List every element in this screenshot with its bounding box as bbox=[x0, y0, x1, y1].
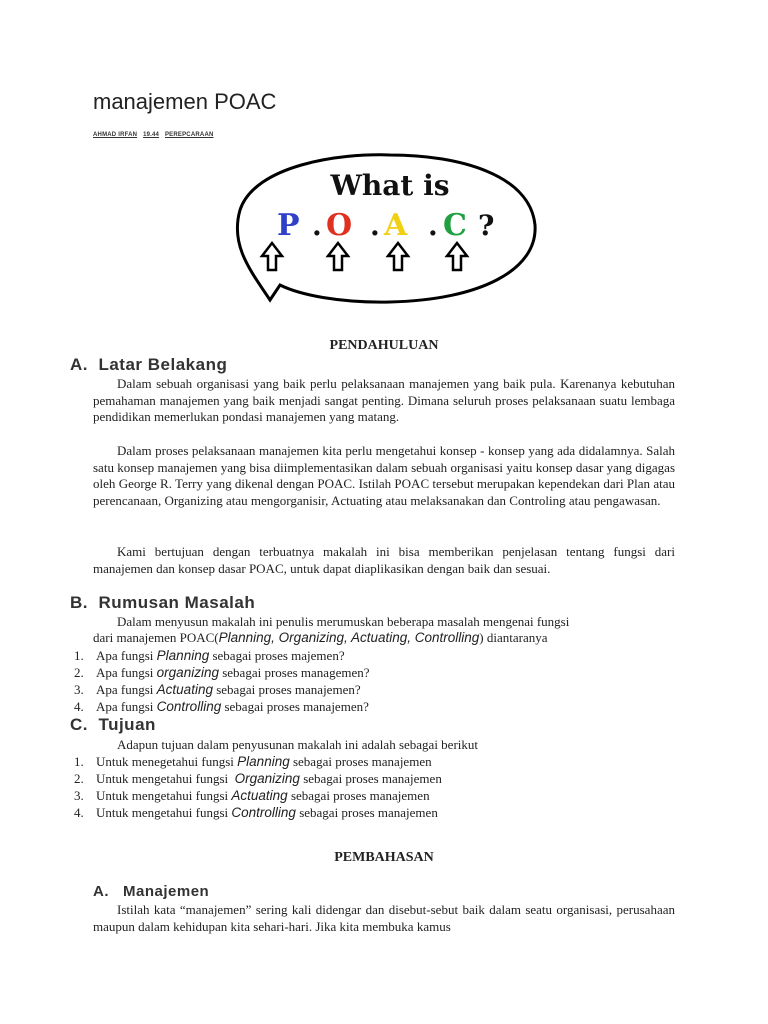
subsection-label: C. bbox=[70, 715, 88, 734]
list-item bbox=[74, 681, 370, 698]
text: sebagai proses managemen? bbox=[218, 665, 370, 680]
subsection-title: Latar Belakang bbox=[98, 355, 228, 374]
subsection-c-heading bbox=[70, 715, 156, 735]
text: Apa fungsi bbox=[96, 648, 157, 663]
list-item bbox=[74, 647, 370, 664]
term: Planning bbox=[156, 648, 210, 663]
rumusan-list bbox=[74, 647, 370, 715]
list-number: 2. bbox=[74, 771, 84, 786]
list-number: 1. bbox=[74, 648, 84, 663]
paragraph: Kami bertujuan dengan terbuatnya makalah ini bisa memberikan penjelasan tentang fungsi dari manajemen dan konsep dasar POAC, untuk dapat diaplikasikan dengan baik dan sesuai. bbox=[93, 544, 675, 576]
what-is-poac-illustration bbox=[230, 150, 540, 310]
subsection-manajemen-heading bbox=[93, 883, 209, 900]
paragraph-line bbox=[93, 630, 548, 646]
list-number: 1. bbox=[74, 754, 84, 769]
term: Planning bbox=[237, 754, 290, 769]
list-number: 2. bbox=[74, 665, 84, 680]
page-title: manajemen POAC bbox=[93, 89, 277, 114]
list-number: 4. bbox=[74, 699, 84, 714]
post-meta bbox=[93, 132, 218, 138]
list-item bbox=[74, 753, 442, 770]
term: Controlling bbox=[156, 699, 222, 714]
text: ) diantaranya bbox=[479, 630, 548, 645]
paragraph: Dalam sebuah organisasi yang baik perlu pelaksanaan manajemen yang baik pula. Karenanya kebutuhan pemahaman manajemen yang baik menjadi sangat penting. Dimana seluruh proses pelaksanaan suatu lembaga pendidikan memerlukan pondasi manajemen yang matang. bbox=[93, 376, 675, 425]
text: Untuk mengetahui fungsi bbox=[96, 771, 235, 786]
author-link[interactable]: AHMAD IRFAN bbox=[93, 132, 138, 138]
subsection-b-heading bbox=[70, 593, 255, 613]
paragraph: Istilah kata “manajemen” sering kali didengar dan disebut-sebut baik dalam seatu organisasi, perusahaan maupun dalam kehidupan kita sehari-hari. Jika kita membuka kamus bbox=[93, 902, 675, 934]
subsection-label: A. bbox=[70, 355, 88, 374]
separator-2: . bbox=[370, 209, 380, 242]
letter-c: C bbox=[443, 208, 467, 243]
list-item bbox=[74, 770, 442, 787]
list-number: 3. bbox=[74, 788, 84, 803]
section-heading-pembahasan: PEMBAHASAN bbox=[334, 850, 434, 865]
text: sebagai proses manajemen bbox=[287, 788, 430, 803]
text: Apa fungsi bbox=[96, 665, 157, 680]
text: sebagai proses manajemen bbox=[289, 754, 432, 769]
letter-p: P bbox=[277, 208, 300, 243]
section-heading-pendahuluan: PENDAHULUAN bbox=[329, 338, 439, 353]
text: Untuk mengetahui fungsi bbox=[96, 805, 232, 820]
list-number: 4. bbox=[74, 805, 84, 820]
subsection-title: Tujuan bbox=[98, 715, 156, 734]
term: Actuating bbox=[156, 682, 213, 697]
text: Untuk mengetahui fungsi bbox=[96, 788, 232, 803]
letter-a: A bbox=[384, 208, 408, 243]
term: Controlling bbox=[231, 805, 296, 820]
list-item bbox=[74, 698, 370, 715]
term: Organizing bbox=[234, 771, 300, 786]
text: sebagai proses manajemen? bbox=[212, 682, 361, 697]
subsection-title: Rumusan Masalah bbox=[98, 593, 256, 612]
tujuan-list bbox=[74, 753, 442, 821]
term: organizing bbox=[156, 665, 219, 680]
text: Apa fungsi bbox=[96, 699, 157, 714]
poac-terms: Planning, Organizing, Actuating, Controlling bbox=[218, 630, 480, 645]
list-item bbox=[74, 804, 442, 821]
letter-o: O bbox=[326, 208, 353, 243]
list-item bbox=[74, 664, 370, 681]
question-mark: ? bbox=[478, 209, 495, 242]
category-link[interactable]: PEREPCARAAN bbox=[164, 132, 214, 138]
subsection-a-heading bbox=[70, 355, 227, 375]
time-link[interactable]: 19.44 bbox=[143, 132, 160, 138]
text: Untuk menegetahui fungsi bbox=[96, 754, 238, 769]
text: sebagai proses manajemen bbox=[295, 805, 438, 820]
list-number: 3. bbox=[74, 682, 84, 697]
what-is-text: What is bbox=[330, 169, 450, 202]
paragraph: Adapun tujuan dalam penyusunan makalah ini adalah sebagai berikut bbox=[117, 737, 478, 752]
paragraph: Dalam menyusun makalah ini penulis merumuskan beberapa masalah mengenai fungsi bbox=[117, 614, 570, 629]
paragraph: Dalam proses pelaksanaan manajemen kita perlu mengetahui konsep - konsep yang ada didalamnya. Salah satu konsep manajemen yang bisa diimplementasikan dalam sebuah organisasi yaitu konsep dasar yang digagas oleh George R. Terry yang dikenal dengan POAC. Istilah POAC tersebut merupakan kependekan dari Plan atau perencanaan, Organizing atau mengorganisir, Actuating atau melaksanakan dan Controling atau pengawasan. bbox=[93, 443, 675, 509]
subsection-title: Manajemen bbox=[123, 883, 210, 900]
text: sebagai proses manajemen? bbox=[221, 699, 369, 714]
list-item bbox=[74, 787, 442, 804]
subsection-label: B. bbox=[70, 593, 88, 612]
separator-1: . bbox=[312, 209, 322, 242]
term: Actuating bbox=[231, 788, 288, 803]
text: sebagai proses majemen? bbox=[209, 648, 345, 663]
separator-3: . bbox=[428, 209, 438, 242]
text: Apa fungsi bbox=[96, 682, 157, 697]
subsection-label: A. bbox=[93, 883, 109, 900]
text: sebagai proses manajemen bbox=[299, 771, 442, 786]
text: dari manajemen POAC( bbox=[93, 630, 219, 645]
